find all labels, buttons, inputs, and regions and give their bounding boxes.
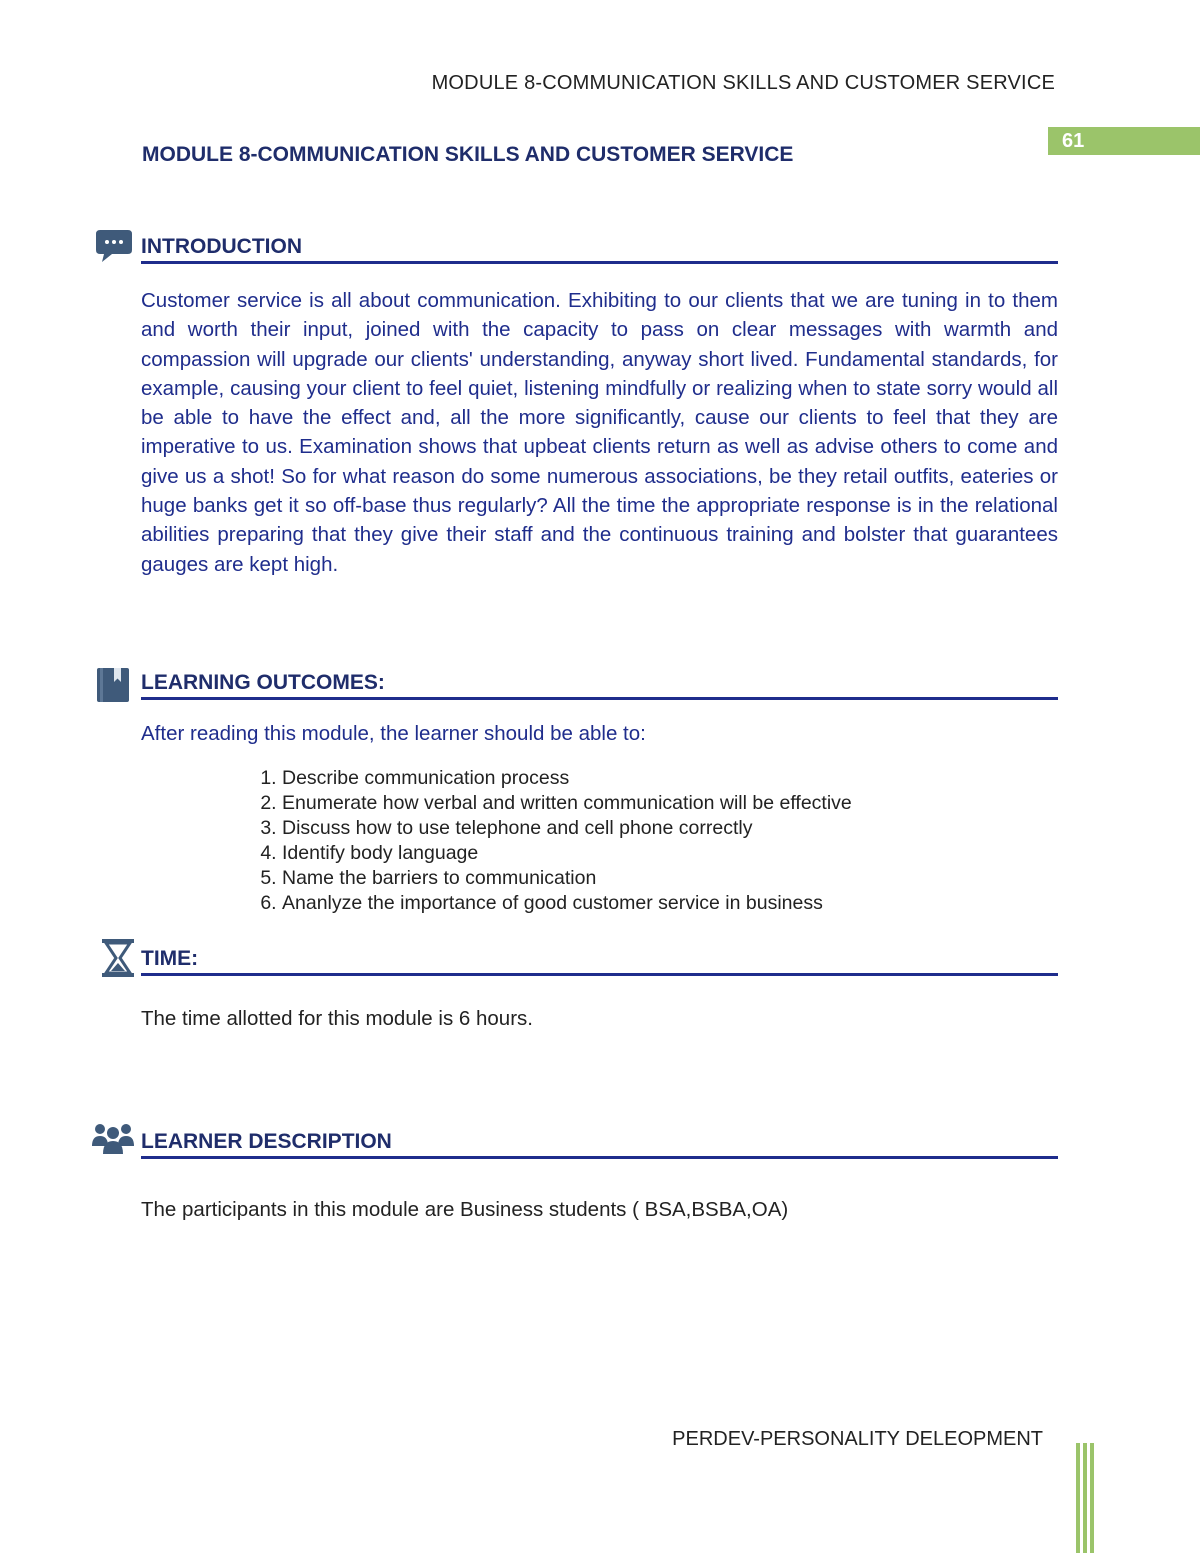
list-item: 5. Name the barriers to communication [282,866,852,891]
list-item: 1. Describe communication process [282,766,852,791]
time-heading: TIME: [141,947,1058,976]
introduction-section [141,235,1058,264]
learning-outcomes-heading: LEARNING OUTCOMES: [141,671,1058,700]
footer-course-title: PERDEV-PERSONALITY DELEOPMENT [672,1428,1043,1450]
list-item: 6. Ananlyze the importance of good customer service in business [282,891,852,916]
hourglass-icon [100,938,136,978]
introduction-body: Customer service is all about communication. Exhibiting to our clients that we are tuning in to them and worth their input, joined with the capacity to pass on clear messages with warmth and compassion will upgrade our clients' understanding, anyway short lived. Fundamental standards, for example, causing your client to feel quiet, listening mindfully or realizing when to state sorry would all be able to have the effect and, all the more significantly, cause our clients to feel that they are imperative to us. Examination shows that upbeat clients return as well as advise others to come and give us a shot! So for what reason do some numerous associations, be they retail outfits, eateries or huge banks get it so off-base thus regularly? All the time the appropriate response is in the relational abilities preparing that they give their staff and the continuous training and bolster that guarantees gauges are kept high. [141,289,1058,576]
learner-description-body: The participants in this module are Business students ( BSA,BSBA,OA) [141,1198,789,1221]
list-item: 2. Enumerate how verbal and written communication will be effective [282,791,852,816]
list-item: 4. Identify body language [282,841,852,866]
learning-outcomes-intro: After reading this module, the learner should be able to: [141,722,646,745]
decor-bar [1083,1443,1087,1553]
learner-description-section [141,1130,1058,1159]
running-header: MODULE 8-COMMUNICATION SKILLS AND CUSTOMER SERVICE [431,72,1055,94]
time-body: The time allotted for this module is 6 hours. [141,1007,533,1030]
learner-description-heading: LEARNER DESCRIPTION [141,1130,1058,1159]
decor-bar [1090,1443,1094,1553]
page-number-tab: 61 [1048,127,1200,155]
decor-bar [1076,1443,1080,1553]
list-item: 3. Discuss how to use telephone and cell phone correctly [282,816,852,841]
speech-bubble-icon [94,226,134,266]
group-icon [90,1118,136,1158]
introduction-heading: INTRODUCTION [141,235,1058,264]
time-section [141,947,1058,976]
learning-outcomes-section [141,671,1058,700]
learning-outcomes-list [244,766,852,916]
module-title: MODULE 8-COMMUNICATION SKILLS AND CUSTOMER SERVICE [142,143,794,166]
book-icon [94,665,134,705]
